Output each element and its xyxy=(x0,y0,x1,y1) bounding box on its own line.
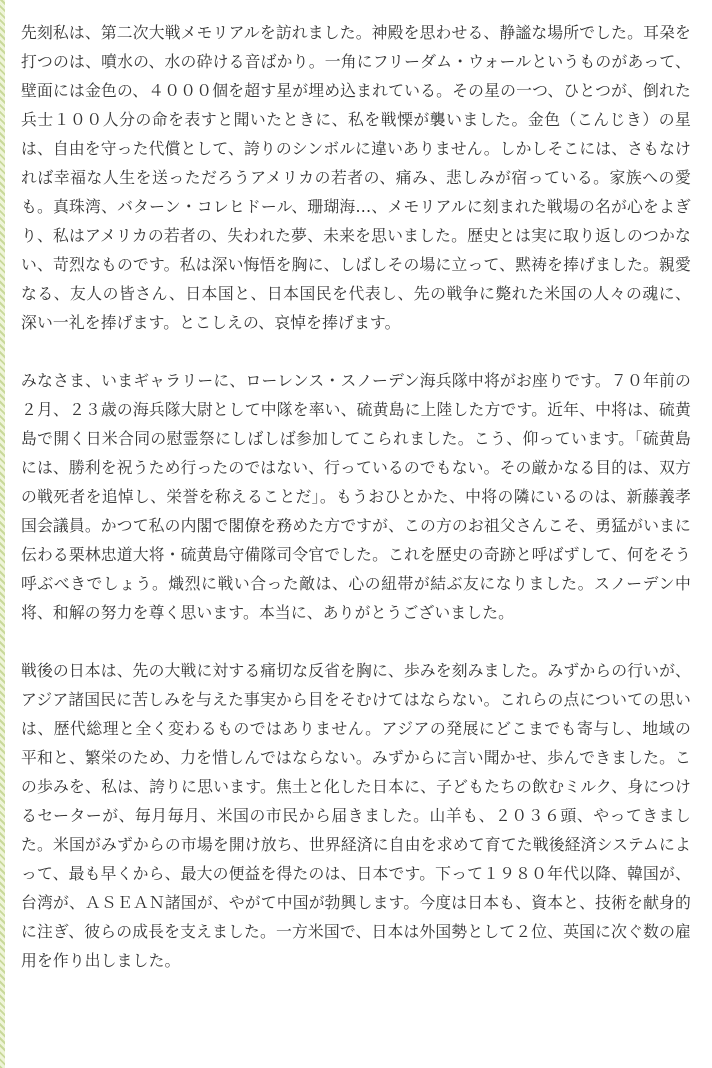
paragraph-memorial: 先刻私は、第二次大戦メモリアルを訪れました。神殿を思わせる、静謐な場所でした。耳朶を打つのは、噴水の、水の砕ける音ばかり。一角にフリーダム・ウォールというものがあって、壁面には金色の、４０００個を超す星が埋め込まれている。その星の一つ、ひとつが、倒れた兵士１００人分の命を表すと聞いたときに、私を戦慄が襲いました。金色（こんじき）の星は、自由を守った代償として、誇りのシンボルに違いありません。しかしそこには、さもなければ幸福な人生を送っただろうアメリカの若者の、痛み、悲しみが宿っている。家族への愛も。真珠湾、バターン・コレヒドール、珊瑚海…、メモリアルに刻まれた戦場の名が心をよぎり、私はアメリカの若者の、失われた夢、未来を思いました。歴史とは実に取り返しのつかない、苛烈なものです。私は深い悔悟を胸に、しばしその場に立って、黙祷を捧げました。親愛なる、友人の皆さん、日本国と、日本国民を代表し、先の戦争に斃れた米国の人々の魂に、深い一礼を捧げます。とこしえの、哀悼を捧げます。 xyxy=(21,23,692,332)
article-body xyxy=(21,18,691,975)
left-edge-stripe xyxy=(0,0,5,1068)
paragraph-postwar-japan: 戦後の日本は、先の大戦に対する痛切な反省を胸に、歩みを刻みました。みずからの行いが、アジア諸国民に苦しみを与えた事実から目をそむけてはならない。これらの点についての思いは、歴代総理と全く変わるものではありません。アジアの発展にどこまでも寄与し、地域の平和と、繁栄のため、力を惜しんではならない。みずからに言い聞かせ、歩んできました。この歩みを、私は、誇りに思います。焦土と化した日本に、子どもたちの飲むミルク、身につけるセーターが、毎月毎月、米国の市民から届きました。山羊も、２０３６頭、やってきました。米国がみずからの市場を開け放ち、世界経済に自由を求めて育てた戦後経済システムによって、最も早くから、最大の便益を得たのは、日本です。下って１９８０年代以降、韓国が、台湾が、ＡＳＥＡＮ諸国が、やがて中国が勃興します。今度は日本も、資本と、技術を献身的に注ぎ、彼らの成長を支えました。一方米国で、日本は外国勢として２位、英国に次ぐ数の雇用を作り出しました。 xyxy=(21,661,691,970)
paragraph-iwo-jima: みなさま、いまギャラリーに、ローレンス・スノーデン海兵隊中将がお座りです。７０年前の２月、２３歳の海兵隊大尉として中隊を率い、硫黄島に上陸した方です。近年、中将は、硫黄島で開く日米合同の慰霊祭にしばしば参加してこられました。こう、仰っています。「硫黄島には、勝利を祝うため行ったのではない、行っているのでもない。その厳かなる目的は、双方の戦死者を追悼し、栄誉を称えることだ」。もうおひとかた、中将の隣にいるのは、新藤義孝国会議員。かつて私の内閣で閣僚を務めた方ですが、この方のお祖父さんこそ、勇猛がいまに伝わる栗林忠道大将・硫黄島守備隊司令官でした。これを歴史の奇跡と呼ばずして、何をそう呼ぶべきでしょう。熾烈に戦い合った敵は、心の紐帯が結ぶ友になりました。スノーデン中将、和解の努力を尊く思います。本当に、ありがとうございました。 xyxy=(21,371,691,622)
